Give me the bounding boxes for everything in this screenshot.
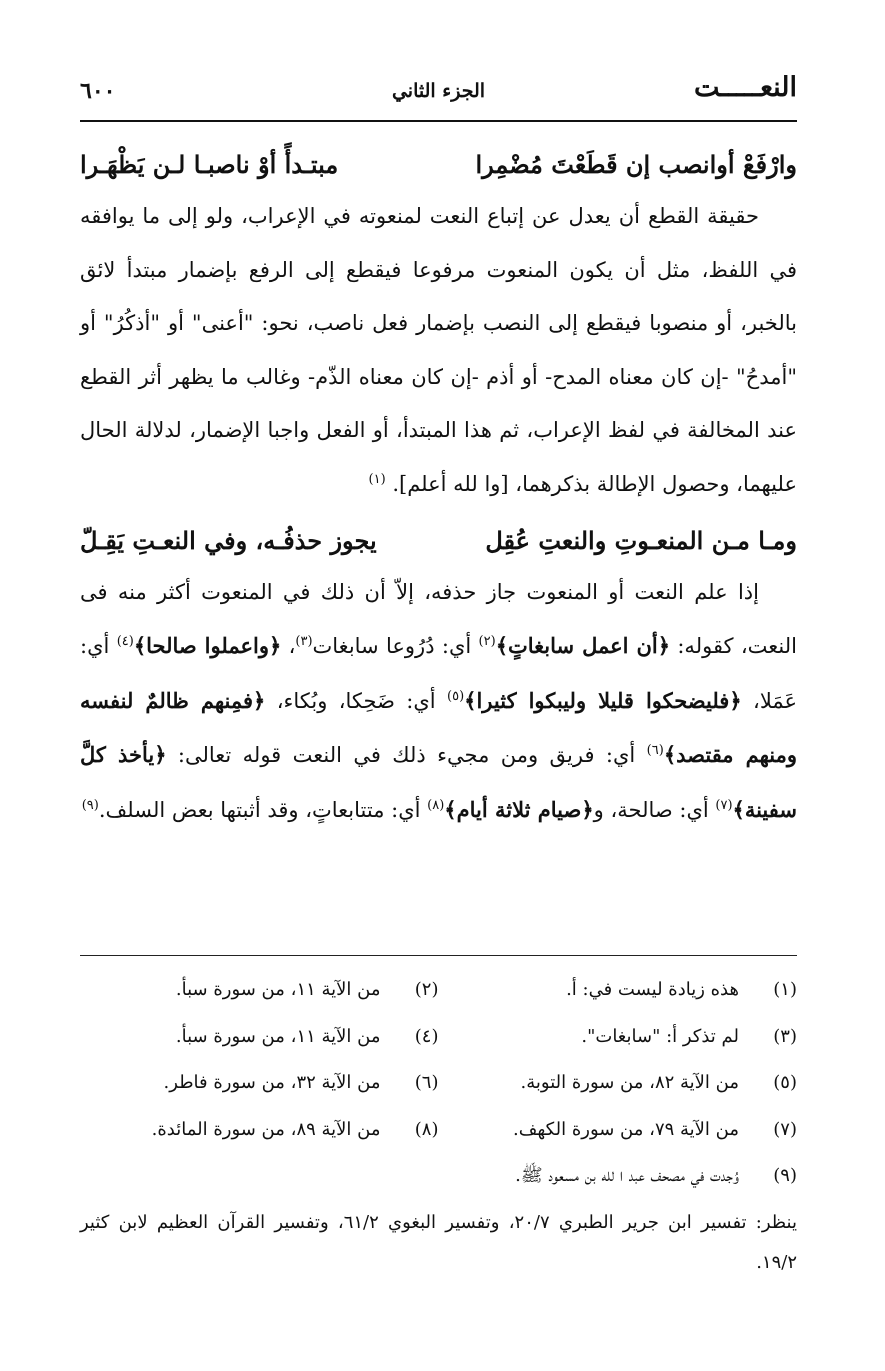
footnote-ref-6: (٦): [646, 743, 664, 759]
footnote-row: [80, 1063, 797, 1110]
paragraph-2-text-1: أي: دُرُوعا سابغات: [312, 634, 479, 659]
paragraph-2-text-5: أي: فريق ومن مجيء ذلك في النعت قوله تعالى:: [166, 743, 647, 768]
footnote-number: (٧): [773, 1118, 797, 1140]
footnote-ref-8: (٨): [427, 797, 445, 813]
footnote-text: وُجدت في مصحف عبد ا لله بن مسعود ﷺ.: [515, 1165, 739, 1186]
footnote-item: [439, 1110, 798, 1157]
footnote-text: من الآية ١١، من سورة سبأ.: [175, 979, 381, 1000]
footnote-text: من الآية ٨٩، من سورة المائدة.: [151, 1118, 381, 1140]
footnote-ref-2: (٢): [478, 634, 496, 650]
footnote-number: (٤): [414, 1025, 439, 1047]
footnote-row: [80, 970, 797, 1017]
verse-line-2: [80, 516, 797, 566]
chapter-title: النعـــــت: [694, 72, 797, 103]
footnote-ref-5: (٥): [447, 688, 465, 704]
part-label: الجزء الثاني: [391, 80, 486, 102]
footnote-item: [80, 1110, 439, 1157]
footnote-number: (٨): [414, 1118, 439, 1140]
footnote-reference-note: ينظر: تفسير ابن جرير الطبري ٢٠/٧، وتفسير البغوي ٦١/٢، وتفسير القرآن العظيم لابن كثير ١٩/٢.: [80, 1211, 798, 1273]
quran-quote-5: ﴿يأخذ كلَّ سفينة﴾: [80, 742, 797, 822]
quran-quote-6: ﴿صيام ثلاثة أيام﴾: [444, 796, 594, 822]
footnote-number: (٣): [773, 1025, 797, 1047]
header-rule: [80, 120, 797, 122]
footnote-text: هذه زيادة ليست في: أ.: [566, 979, 739, 1000]
footnote-item: [439, 1063, 798, 1110]
page-number: ٦٠٠: [80, 78, 116, 104]
footnote-rule: [80, 955, 797, 956]
main-text: [80, 140, 797, 838]
verse-2-second-hemistich: يجوز حذفُـه، وفي النعـتِ يَقِـلّ: [80, 525, 377, 555]
paragraph-2-text-7: أي: متتابعاتٍ، وقد أثبتها بعض السلف.: [98, 797, 428, 822]
footnotes: [80, 970, 797, 1301]
quran-quote-3: ﴿فليضحكوا قليلا وليبكوا كثيرا﴾: [464, 687, 742, 713]
paragraph-2-intro: إذا علم النعت أو المنعوت جاز حذفه، إلاّ أن ذلك في المنعوت أكثر منه فى النعت، كقوله:: [80, 579, 797, 659]
footnote-item: [80, 1017, 439, 1064]
footnote-number: (٥): [773, 1072, 797, 1093]
footnote-ref-4: (٤): [116, 634, 134, 650]
footnote-number: (٢): [414, 979, 439, 1000]
footnote-item: [439, 970, 798, 1017]
paragraph-2-text-6: أي: صالحة، و: [593, 797, 716, 822]
footnote-ref-3: (٣): [295, 634, 313, 650]
footnote-item: [80, 1156, 797, 1203]
footnote-ref-7: (٧): [715, 797, 733, 813]
quran-quote-2: ﴿واعملوا صالحا﴾: [133, 633, 282, 659]
paragraph-2-text-4: أي: ضَحِكا، وبُكاء،: [265, 688, 448, 713]
footnote-row: [80, 1156, 797, 1203]
commentary-paragraph-2: [80, 566, 797, 838]
paragraph-2-text-3: أي: عَمَلا،: [80, 634, 798, 713]
footnote-text: من الآية ٣٢، من سورة فاطر.: [163, 1072, 381, 1093]
footnote-item: [80, 1063, 439, 1110]
footnote-number: (٦): [414, 1072, 439, 1093]
footnote-number: (٩): [773, 1165, 797, 1186]
footnote-ref-1: (١): [368, 471, 386, 487]
footnote-text: لم تذكر أ: "سابغات".: [581, 1025, 739, 1047]
quran-quote-4: ﴿فمِنهم ظالمٌ لنفسه ومنهم مقتصد﴾: [80, 687, 797, 768]
verse-line-1: [80, 140, 797, 190]
footnote-row: [80, 1110, 797, 1157]
footnote-ref-9: (٩): [81, 797, 99, 813]
footnote-item: [80, 970, 439, 1017]
footnote-text: من الآية ٧٩، من سورة الكهف.: [513, 1118, 739, 1140]
quran-quote-1: ﴿أن اعمل سابغاتٍ﴾: [495, 633, 671, 659]
commentary-paragraph-1: [80, 190, 797, 512]
page-header: [80, 72, 797, 112]
verse-1-first-hemistich: وارْفَعْ أوانصب إن قَطَعْتَ مُضْمِرا: [475, 150, 797, 179]
footnote-item: [439, 1017, 798, 1064]
footnote-row: [80, 1017, 797, 1064]
paragraph-2-text-2: ،: [281, 634, 296, 659]
paragraph-1-text: حقيقة القطع أن يعدل عن إتباع النعت لمنعوته في الإعراب، ولو إلى ما يوافقه في اللفظ، مثل أن يكون المنعوت مرفوعا فيقطع إلى الرفع بإضمار مبتدأ لائق بالخبر، أو منصوبا فيقطع إلى النصب بإضمار فعل ناصب، نحو: "أعنى" أو "أذكُرُ" أو "أمدحُ" -إن كان معناه المدح- أو أذم -إن كان معناه الذّم- وغالب ما يظهر أثر القطع عند المخالفة في لفظ الإعراب، ثم هذا المبتدأ، أو الفعل واجبا الإضمار، لدلالة الحال عليهما، وحصول الإطالة بذكرهما، [وا لله أعلم].: [80, 204, 797, 496]
footnote-number: (١): [773, 979, 797, 1000]
verse-2-first-hemistich: ومـا مـن المنعـوتِ والنعتِ عُقِل: [485, 525, 797, 555]
verse-1-second-hemistich: مبتـدأً أوْ ناصبـا لـن يَظْهَـرا: [80, 150, 339, 179]
footnote-text: من الآية ٨٢، من سورة التوبة.: [520, 1072, 739, 1093]
footnote-text: من الآية ١١، من سورة سبأ.: [175, 1025, 381, 1047]
